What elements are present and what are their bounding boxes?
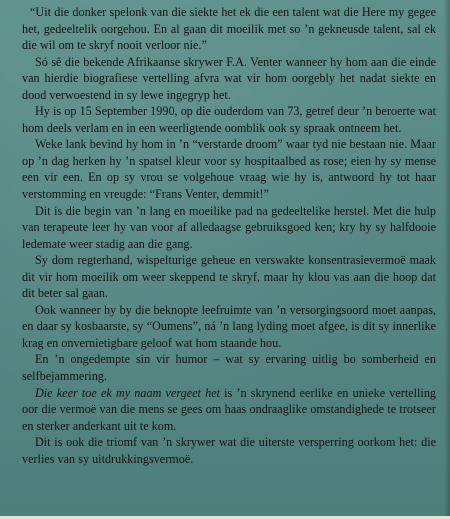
book-title: Die keer toe ek my naam vergeet het — [35, 385, 220, 400]
intro-paragraph: Só sê die bekende Afrikaanse skrywer F.A. Venter wanneer hy hom aan die einde van hierdie biografiese vertelling afvra wat vir hom oorgebly het nadat siekte en dood verwoestend in sy lewe ingegryp het. — [22, 54, 436, 102]
recovery-paragraph: Weke lank bevind hy hom in ’n “verstarde droom” waar tyd nie bestaan nie. Maar op ’n dag herken hy ’n spatsel kleur voor sy hospitaalbed as rose; eien hy sy mense een vir een. En op sy vrou se volgehoue vraag wie hy is, antwoord hy tot haar verstomming en vreugde: “Frans Venter, demmit!” — [22, 137, 436, 202]
book-summary-paragraph — [22, 385, 436, 435]
therapy-paragraph: Dit is die begin van ’n lang en moeilike pad na gedeeltelike herstel. Met die hulp van terapeute leer hy van voor af alledaagse gebruiksgoed ken; kry hy sy halfdooie ledemate weer stadig aan die gang. — [22, 203, 436, 251]
page-edge-shadow — [444, 0, 450, 519]
care-home-paragraph: Ook wanneer hy by die beknopte leefruimte van ’n versorgingsoord moet aanpas, en daar sy kosbaarste, sy “Oumens”, ná ’n lang lyding moet afgee, is dit sy innerlike krag en onvernietigbare geloof wat hom staande hou. — [22, 302, 436, 350]
hope-paragraph: Sy dom regterhand, wispelturige geheue en verswakte konsentrasievermoë maak dit vir hom moeilik om weer skeppend te skryf, maar hy klou vas aan die hoop dat dit beter sal gaan. — [22, 253, 436, 301]
stroke-paragraph: Hy is op 15 September 1990, op die ouderdom van 73, getref deur ’n beroerte wat hom deels verlam en in een weerligtende oomblik ook sy spraak ontneem het. — [22, 104, 436, 135]
humor-paragraph: En ’n ongedempte sin vir humor – wat sy ervaring uitlig bo somberheid en selfbejammering. — [22, 352, 436, 384]
triumph-paragraph: Dit is ook die triomf van ’n skrywer wat die uiterste versperring oorkom het: die verlies van sy uitdrukkingsvermoë. — [22, 435, 436, 466]
quote-paragraph: “Uit die donker spelonk van die siekte het ek die een talent wat die Here my gegee het, gedeeltelik oorgehou. En al gaan dit moeilik met so ’n gekneusde talent, sal ek die wil om te skryf nooit verloor nie.” — [22, 5, 436, 53]
book-summary-rest: is ’n skrynend eerlike en unieke vertelling oor die vermoë van die mens se gees om haas ondraaglike omstandighede te trotseer en sterker anderkant uit te kom. — [22, 385, 436, 433]
